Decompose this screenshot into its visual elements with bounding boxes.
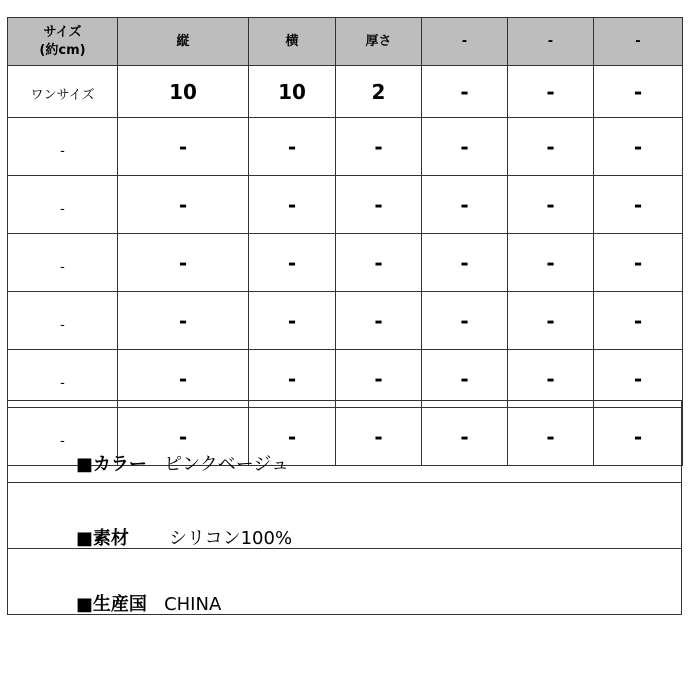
header-empty: - (422, 18, 508, 66)
size-value-cell: - (594, 176, 683, 234)
header-empty: - (594, 18, 683, 66)
size-value-cell: 10 (118, 66, 249, 118)
size-value-cell: - (336, 408, 422, 466)
size-table-row (8, 292, 683, 350)
size-table-row (8, 350, 683, 408)
size-value-cell: - (508, 408, 594, 466)
header-thickness: 厚さ (336, 18, 422, 66)
material-label: ■素材 (75, 528, 129, 549)
header-width: 横 (249, 18, 336, 66)
size-value-cell: - (508, 118, 594, 176)
origin-label: ■生産国 (75, 594, 147, 615)
row-size-label: - (8, 234, 118, 292)
size-value-cell: 2 (336, 66, 422, 118)
size-value-cell: - (594, 408, 683, 466)
size-value-cell: - (594, 292, 683, 350)
color-label: ■カラー (75, 454, 147, 475)
header-size-line2: (約cm) (39, 42, 86, 58)
size-value-cell: - (249, 118, 336, 176)
size-value-cell: - (336, 292, 422, 350)
size-value-cell: - (422, 292, 508, 350)
size-value-cell: - (422, 350, 508, 408)
size-value-cell: - (336, 176, 422, 234)
size-value-cell: - (118, 176, 249, 234)
size-value-cell: - (249, 408, 336, 466)
size-table-row (8, 176, 683, 234)
size-value-cell: - (594, 234, 683, 292)
size-value-cell: - (594, 66, 683, 118)
size-value-cell: - (336, 118, 422, 176)
size-value-cell: - (508, 234, 594, 292)
size-value-cell: - (249, 350, 336, 408)
size-value-cell: - (336, 234, 422, 292)
size-value-cell: - (422, 176, 508, 234)
size-value-cell: - (118, 350, 249, 408)
size-value-cell: - (249, 176, 336, 234)
size-table-row (8, 66, 683, 118)
row-size-label: - (8, 408, 118, 466)
size-value-cell: - (118, 408, 249, 466)
size-value-cell: - (422, 118, 508, 176)
size-value-cell: - (508, 350, 594, 408)
origin-line (53, 569, 221, 637)
size-value-cell: 10 (249, 66, 336, 118)
size-value-cell: - (594, 118, 683, 176)
size-value-cell: - (118, 118, 249, 176)
header-size-line1: サイズ (43, 24, 82, 40)
material-value: シリコン100% (168, 528, 293, 549)
row-size-label: - (8, 350, 118, 408)
row-size-label: ワンサイズ (8, 66, 118, 118)
size-value-cell: - (422, 408, 508, 466)
color-block (7, 400, 682, 483)
origin-value: CHINA (164, 594, 222, 615)
row-size-label: - (8, 176, 118, 234)
material-block (7, 482, 682, 549)
header-length: 縦 (118, 18, 249, 66)
size-value-cell: - (118, 234, 249, 292)
origin-block (7, 548, 682, 615)
row-size-label: - (8, 118, 118, 176)
size-value-cell: - (594, 350, 683, 408)
size-table-row (8, 234, 683, 292)
size-value-cell: - (249, 292, 336, 350)
size-value-cell: - (118, 292, 249, 350)
size-value-cell: - (508, 292, 594, 350)
size-value-cell: - (249, 234, 336, 292)
size-value-cell: - (508, 66, 594, 118)
header-size (8, 18, 118, 66)
size-table (7, 17, 683, 466)
size-value-cell: - (422, 66, 508, 118)
size-value-cell: - (508, 176, 594, 234)
color-value: ピンクベージュ (164, 454, 289, 475)
row-size-label: - (8, 292, 118, 350)
size-value-cell: - (336, 350, 422, 408)
header-empty: - (508, 18, 594, 66)
size-table-header-row (8, 18, 683, 66)
size-value-cell: - (422, 234, 508, 292)
size-table-row (8, 118, 683, 176)
